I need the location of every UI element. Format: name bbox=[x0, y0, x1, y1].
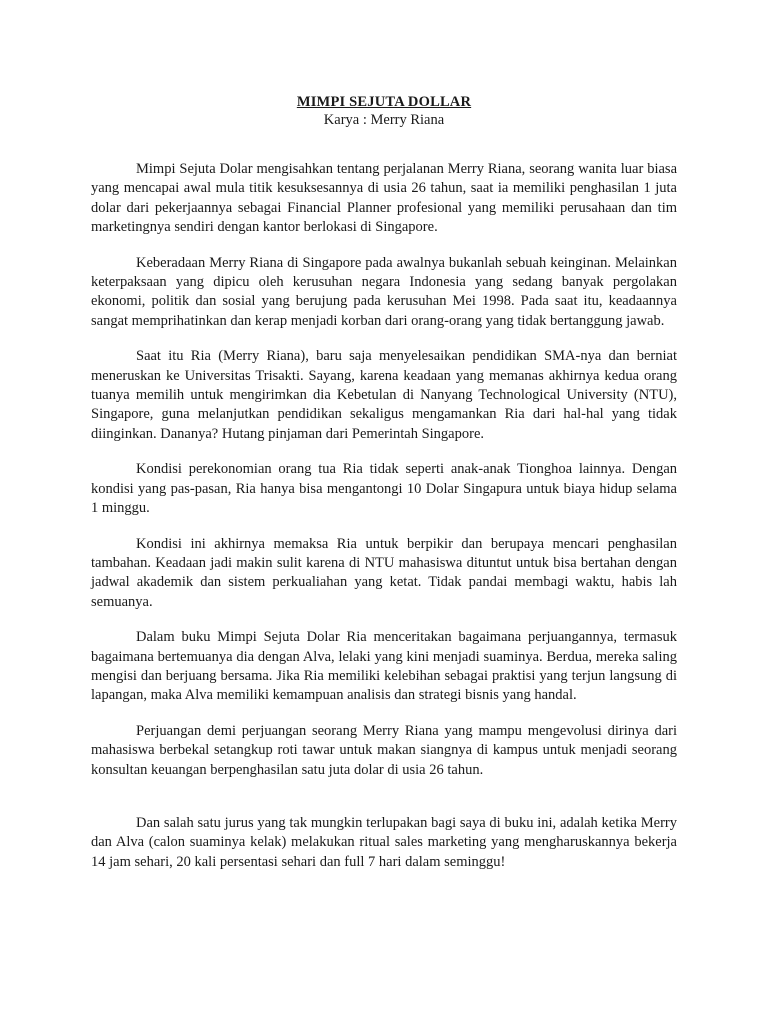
paragraph: Perjuangan demi perjuangan seorang Merry Riana yang mampu mengevolusi dirinya dari mahasiswa berbekal setangkup roti tawar untuk makan siangnya di kampus untuk menjadi seorang konsultan keuangan berpenghasilan satu juta dolar di usia 26 tahun. bbox=[91, 722, 677, 778]
document-title: MIMPI SEJUTA DOLLAR bbox=[296, 94, 472, 110]
document-author: Karya : Merry Riana bbox=[323, 112, 445, 128]
paragraph: Mimpi Sejuta Dolar mengisahkan tentang perjalanan Merry Riana, seorang wanita luar biasa yang mencapai awal mula titik kesuksesannya di usia 26 tahun, saat ia memiliki penghasilan 1 juta dolar dari pekerjaannya sebagai Financial Planner profesional yang memiliki perusahaan dan tim marketingnya sendiri dengan kantor berlokasi di Singapore. bbox=[91, 161, 677, 236]
paragraph: Keberadaan Merry Riana di Singapore pada awalnya bukanlah sebuah keinginan. Melainkan keterpaksaan yang dipicu oleh kerusuhan negara Indonesia yang sedang banyak pergolakan ekonomi, politik dan sosial yang berujung pada kerusuhan Mei 1998. Pada saat itu, keadaannya sangat memprihatinkan dan kerap menjadi korban dari orang-orang yang tidak bertanggung jawab. bbox=[91, 254, 677, 329]
paragraph: Kondisi ini akhirnya memaksa Ria untuk berpikir dan berupaya mencari penghasilan tambahan. Keadaan jadi makin sulit karena di NTU mahasiswa dituntut untuk bisa bertahan dengan jadwal akademik dan sistem perkualiahan yang ketat. Tidak pandai membagi waktu, habis lah semuanya. bbox=[91, 535, 677, 610]
paragraph: Saat itu Ria (Merry Riana), baru saja menyelesaikan pendidikan SMA-nya dan berniat meneruskan ke Universitas Trisakti. Sayang, karena keadaan yang memanas akhirnya kedua orang tuanya memilih untuk mengirimkan dia Kebetulan di Nanyang Technological University (NTU), Singapore, guna melanjutkan pendidikan sekaligus mengamankan Ria dari hal-hal yang tidak diinginkan. Dananya? Hutang pinjaman dari Pemerintah Singapore. bbox=[91, 348, 677, 442]
paragraph: Dalam buku Mimpi Sejuta Dolar Ria menceritakan bagaimana perjuangannya, termasuk bagaimana bertemuanya dia dengan Alva, lelaki yang kini menjadi suaminya. Berdua, mereka saling mengisi dan berjuang bersama. Jika Ria memiliki kelebihan sebagai praktisi yang terjun langsung di lapangan, maka Alva memiliki kemampuan analisis dan strategi bisnis yang handal. bbox=[91, 629, 677, 704]
paragraph: Dan salah satu jurus yang tak mungkin terlupakan bagi saya di buku ini, adalah ketika Merry dan Alva (calon suaminya kelak) melakukan ritual sales marketing yang mengharuskannya bekerja 14 jam sehari, 20 kali persentasi sehari dan full 7 hari dalam seminggu! bbox=[91, 814, 677, 870]
paragraph: Kondisi perekonomian orang tua Ria tidak seperti anak-anak Tionghoa lainnya. Dengan kondisi yang pas-pasan, Ria hanya bisa mengantongi 10 Dolar Singapura untuk biaya hidup selama 1 minggu. bbox=[91, 461, 677, 517]
